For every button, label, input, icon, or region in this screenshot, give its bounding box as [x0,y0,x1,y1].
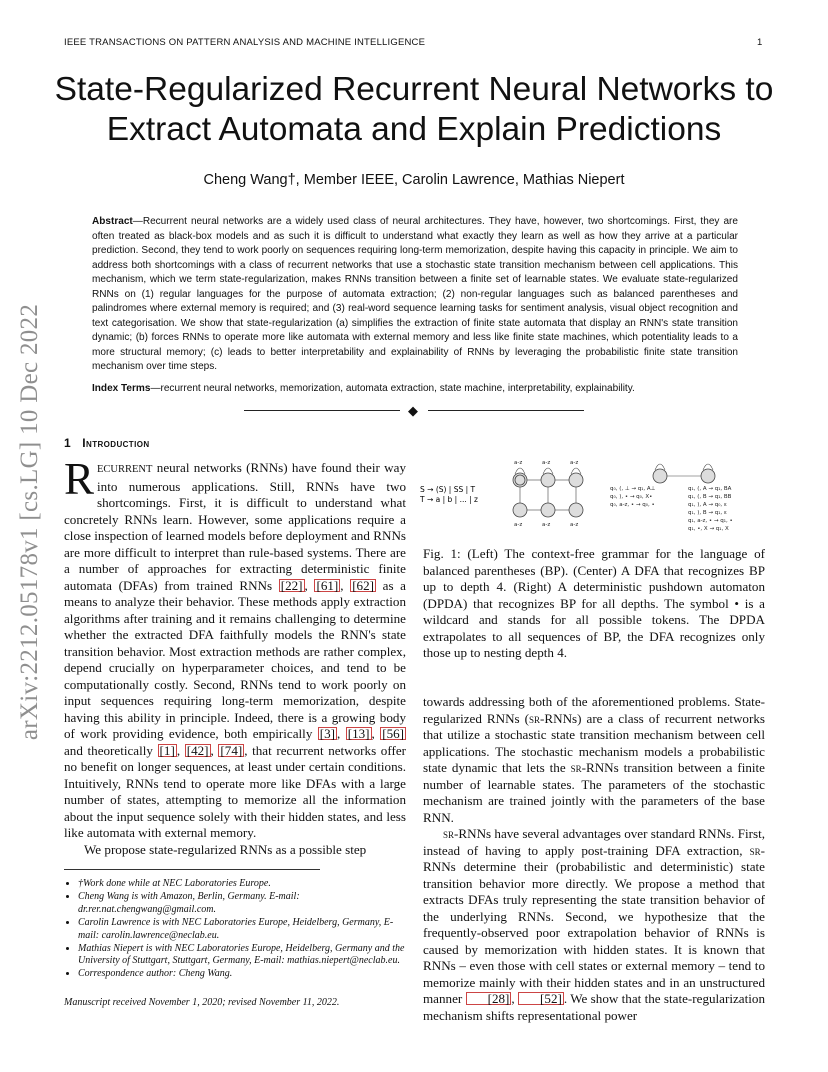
svg-text:a-z: a-z [570,460,579,466]
arxiv-stamp [14,282,46,762]
dropcap: R [64,454,95,504]
index-terms [92,383,738,394]
body-text: sr [529,710,541,726]
svg-text:q₁, a-z, • → q₁, •: q₁, a-z, • → q₁, • [688,518,733,524]
svg-text:a-z: a-z [570,522,579,528]
dfa-state [569,473,583,487]
authors: Cheng Wang†, Member IEEE, Carolin Lawrence, Mathias Niepert [203,172,625,188]
body-text: towards addressing both of the aforementioned problems. State-regularized RNNs ( [423,694,765,726]
intro-text: neural networks (RNNs) have found their way into numerous applications. Still, RNNs have two shortcomings. First, it is difficult to understand what concretely RNNs learn. However, some applications require a close inspection of learned models before deployment and RNNs are more difficult to interpret than rule-based systems. There are a number of approaches for extracting deterministic finite automata (DFAs) from trained RNNs [64,460,406,593]
footnote-rule [64,869,320,870]
body-text: , [511,991,519,1006]
abstract [92,215,738,375]
index-terms-text: —recurrent neural networks, memorization, automata extraction, state machine, interpretability, explainability. [150,383,635,394]
intro-paragraph-2: We propose state-regularized RNNs as a possible step [84,841,367,857]
abstract-text: —Recurrent neural networks are a widely used class of neural architectures. They have, however, two shortcomings. First, they are often treated as black-box models and as such it is difficult to understand what exactly they learn as well as how they arrive at a particular prediction. Second, they tend to work poorly on sequences requiring long-term memorization, despite having this capacity in principle. We aim to address both shortcomings with a class of recurrent networks that use a stochastic state transition mechanism between cell applications. This mechanism, which we term state-regularization, makes RNNs transition between a finite set of learnable states. We evaluate state-regularized RNNs on (1) regular languages for the purpose of automata extraction; (2) non-regular languages such as balanced parentheses and palindromes where external memory is required; and (3) real-word sequence learning tasks for sentiment analysis, visual object recognition and text categorisation. We show that state-regularization (a) simplifies the extraction of finite state automata that display an RNN's state transition dynamic; (b) forces RNNs to operate more like automata with external memory and less like finite state machines, which potentiality leads to a more structural memory; (c) leads to better interpretability and explainability of RNNs by leveraging the probabilistic finite state transition mechanism over time steps. [92,216,738,373]
intro-text: , [371,726,381,741]
svg-text:q₁, (, A → q₁, BA: q₁, (, A → q₁, BA [688,486,732,492]
svg-text:q₀, (, ⊥ → q₁, A⊥: q₀, (, ⊥ → q₁, A⊥ [610,486,656,492]
separator-left [244,410,400,411]
svg-text:a-z: a-z [514,522,523,528]
section-number: 1 [64,436,72,450]
footnote-item: • Cheng Wang is with Amazon, Berlin, Germany. E-mail: dr.rer.nat.chengwang@gmail.com. [78,891,408,917]
figure-1-caption: Fig. 1: (Left) The context-free grammar for the language of balanced parentheses (BP). (Center) A DFA that recognizes BP up to depth 4. (Right) A deterministic pushdown automaton (DPDA) that recognizes BP for all depths. The symbol • is a wildcard and stands for all possible tokens. The DPDA extrapolates to all sequences of BP, the DFA recognizes only those up to nesting depth 4. [423,546,765,660]
paper-title: State-Regularized Recurrent Neural Networks to Extract Automata and Explain Predictions [54,71,774,148]
dpda-state [701,469,715,483]
intro-text: , [176,742,185,758]
citation-link[interactable]: [52] [518,992,564,1005]
left-column [64,454,406,858]
intro-lead: ECURRENT [97,464,153,475]
svg-text:q₀, a-z, • → q₀, •: q₀, a-z, • → q₀, • [610,502,655,508]
intro-text: , [340,577,351,593]
dfa-labels [514,460,578,528]
intro-text: , that recurrent networks offer no benefit on longer sequences, at least under certain conditions. Intuitively, RNNs tend to operate more like DFAs with a large number of states, attempting to memorize all the information about the input sequence solely with their hidden states, and less like automata with external memory. [64,742,406,840]
intro-text: , [210,742,219,758]
citation-link[interactable]: [42] [186,742,209,758]
body-text: -RNNs have several advantages over standard RNNs. First, instead of having to apply post-training DFA extraction, [423,826,765,858]
dfa-state [541,503,555,517]
body-text: -RNNs determine their (probabilistic and deterministic) state transition behavior more directly. We propose a method that extracts DFAs truly representing the state transition behavior of the underlying RNNs. Second, we hypothesize that the frequently-observed poor extrapolation behavior of RNNs is caused by memorization with hidden states. It is known that RNNs – even those with cell states or external memory – tend to memorize mainly with their hidden states and in an unstructured manner [423,842,765,1006]
citation-link[interactable]: [28] [466,992,512,1005]
citation-link[interactable]: [22] [280,577,303,593]
citation-link[interactable]: [61] [316,577,339,593]
journal-header: IEEE TRANSACTIONS ON PATTERN ANALYSIS AND MACHINE INTELLIGENCE [64,37,426,48]
svg-text:q₁, (, B → q₁, BB: q₁, (, B → q₁, BB [688,494,732,500]
body-paragraph-2 [423,826,765,1024]
citation-link[interactable]: [1] [159,742,175,758]
dfa-state [569,503,583,517]
svg-text:q₁, ), B → q₁, ε: q₁, ), B → q₁, ε [688,510,727,516]
intro-text: , [337,726,346,741]
grammar-rule-2: T → a | b | ... | z [420,495,478,504]
svg-text:q₁, •, X → q₁, X: q₁, •, X → q₁, X [688,526,729,532]
footnote-item: • Mathias Niepert is with NEC Laboratories Europe, Heidelberg, Germany and the University of Stuttgart, Stuttgart, Germany, E-mail: mathias.niepert@neclab.eu. [78,943,408,969]
footnote-item: • †Work done while at NEC Laboratories Europe. [78,878,408,891]
figure-1-graphic [420,452,765,542]
manuscript-note: Manuscript received November 1, 2020; revised November 11, 2022. [64,997,340,1008]
separator-diamond-icon: ◆ [408,403,418,418]
intro-text: and theoretically [64,742,158,758]
section-heading [64,436,150,450]
citation-link[interactable]: [3] [319,726,336,741]
footnotes [56,878,408,981]
body-text: sr [570,760,582,775]
body-text: sr [443,826,455,841]
grammar-rule-1: S → (S) | SS | T [420,485,476,494]
arxiv-stamp-text: arXiv:2212.05178v1 [cs.LG] 10 Dec 2022 [16,303,43,741]
svg-text:a-z: a-z [514,460,523,466]
page-number: 1 [757,37,763,48]
svg-text:a-z: a-z [542,522,551,528]
svg-text:a-z: a-z [542,460,551,466]
separator-right [428,410,584,411]
body-text: . We show that the state-regularization mechanism shifts representational power [423,991,765,1023]
footnote-item: • Carolin Lawrence is with NEC Laboratories Europe, Heidelberg, Germany, E-mail: carolin.lawrence@neclab.eu. [78,917,408,943]
body-text: -RNNs transition between a finite number of learnable states. The parameters of the stochastic mechanism are trained jointly with the parameters of the base RNN. [423,760,765,825]
svg-text:q₁, ), A → q₀, ε: q₁, ), A → q₀, ε [688,502,727,508]
section-title: Introduction [82,436,150,450]
dpda-state [653,469,667,483]
citation-link[interactable]: [56] [382,726,405,741]
citation-link[interactable]: [13] [347,726,370,741]
intro-text: , [304,577,315,593]
dpda-transitions [610,486,733,532]
dfa-state [513,503,527,517]
citation-link[interactable]: [74] [220,742,243,758]
svg-text:q₀, ), • → q₀, X•: q₀, ), • → q₀, X• [610,494,653,500]
index-terms-label: Index Terms [92,383,151,394]
footnote-item: • Correspondence author: Cheng Wang. [78,968,408,981]
abstract-label: Abstract [92,216,133,227]
body-text: -RNNs) are a class of recurrent networks that utilize a stochastic state transition mechanism between cell applications. The stochastic mechanism models a probabilistic state dynamic that lets the [423,710,765,775]
figure-1 [420,452,765,542]
dfa-state [541,473,555,487]
intro-text: as a means to analyze their behavior. These methods apply extraction algorithms after training and it remains challenging to determine whether the extracted DFA faithfully models the RNN's state transition behavior. Most extraction methods are rather complex, depend crucially on hyperparameter choices, and tend to be computationally costly. Second, RNNs tend to work poorly on input sequences requiring long-term memorization, despite having this ability in principle. Indeed, there is a growing body of work providing evidence, both empirically [64,577,406,741]
body-text: sr [749,842,761,858]
citation-link[interactable]: [62] [352,577,375,593]
right-column [423,694,765,1024]
